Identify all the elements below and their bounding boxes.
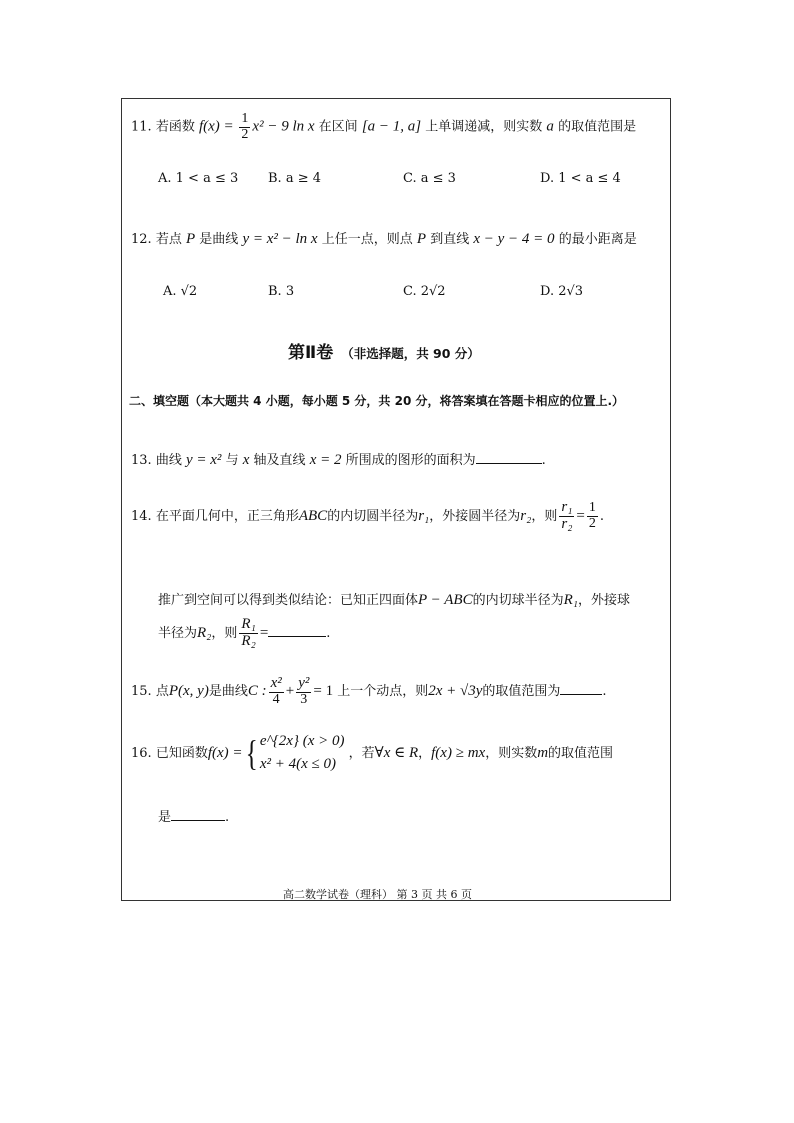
left-brace: { [245,733,258,774]
question-14-line-2: 推广到空间可以得到类似结论：已知正四面体P − ABC的内切球半径为R₁，外接球 [158,592,631,608]
option-a: A. 1 < a ≤ 3 [158,171,239,186]
fraction: $\frac{\text{R₁}}{\text{R₂}}$ [241,616,256,649]
fraction: $\frac{1}{2}$ [241,111,249,142]
part-heading: 第Ⅱ卷 （非选择题，共 90 分） [288,343,480,363]
option-c: C. 2√2 [403,284,446,299]
option-d: D. 2√3 [540,284,584,299]
question-11: 11. 若函数 f(x) = $\frac{1}{2}$ x² − 9 ln x 在区间 [a − 1, a] 上单调递减，则实数 a 的取值范围是 [131,111,637,142]
answer-blank[interactable] [171,810,225,821]
question-number: 13. [131,453,152,468]
question-13: 13. 曲线 y = x² 与 x 轴及直线 x = 2 所围成的图形的面积为 . [131,452,546,468]
option-c: C. a ≤ 3 [403,171,456,186]
question-number: 15. [131,684,152,700]
question-15: 15. 点P(x, y)是曲线C : $\frac{\text{x²}}{4}$ + $\frac{\text{y²}}{3}$ = 1 上一个动点，则2x + √3y的取值范围为 . [131,675,607,707]
option-a: A. √2 [163,284,198,299]
question-number: 14. [131,508,152,524]
question-number: 16. [131,745,152,761]
question-number: 11. [131,119,152,135]
fraction: $\frac{\text{x²}}{4}$ [270,675,282,707]
option-b: B. 3 [268,284,295,299]
question-16: 16. 已知函数f(x) ={ e^{2x} (x > 0) x² + 4(x ≤ 0) ，若∀x ∈ R，f(x) ≥ mx，则实数m的取值范围 [131,730,613,777]
piecewise-cases: e^{2x} (x > 0) x² + 4(x ≤ 0) [259,733,345,773]
section-title: 二、填空题（本大题共 4 小题，每小题 5 分，共 20 分，将答案填在答题卡相应的位置上.） [129,394,625,408]
page-footer: 高二数学试卷（理科） 第 3 页 共 6 页 [283,888,472,901]
answer-blank[interactable] [476,453,542,464]
option-b: B. a ≥ 4 [268,171,321,186]
question-16-line-2: 是 . [158,810,230,825]
fraction: $\frac{1}{2}$ [588,500,596,531]
question-14: 14. 在平面几何中，正三角形ABC的内切圆半径为r₁，外接圆半径为r₂，则 $\frac{\text{r₁}}{\text{r₂}}$ = $\frac{1}{2}$ . [131,499,605,532]
question-12: 12. 若点 P 是曲线 y = x² − ln x 上任一点，则点 P 到直线 x − y − 4 = 0 的最小距离是 [131,231,637,247]
question-number: 12. [131,232,152,247]
option-d: D. 1 < a ≤ 4 [540,171,621,186]
fraction: $\frac{\text{y²}}{3}$ [298,675,310,707]
answer-blank[interactable] [268,626,326,637]
answer-blank[interactable] [560,684,602,695]
question-14-line-3: 半径为R₂，则 $\frac{\text{R₁}}{\text{R₂}}$ = . [158,616,331,649]
fraction: $\frac{\text{r₁}}{\text{r₂}}$ [561,499,573,532]
